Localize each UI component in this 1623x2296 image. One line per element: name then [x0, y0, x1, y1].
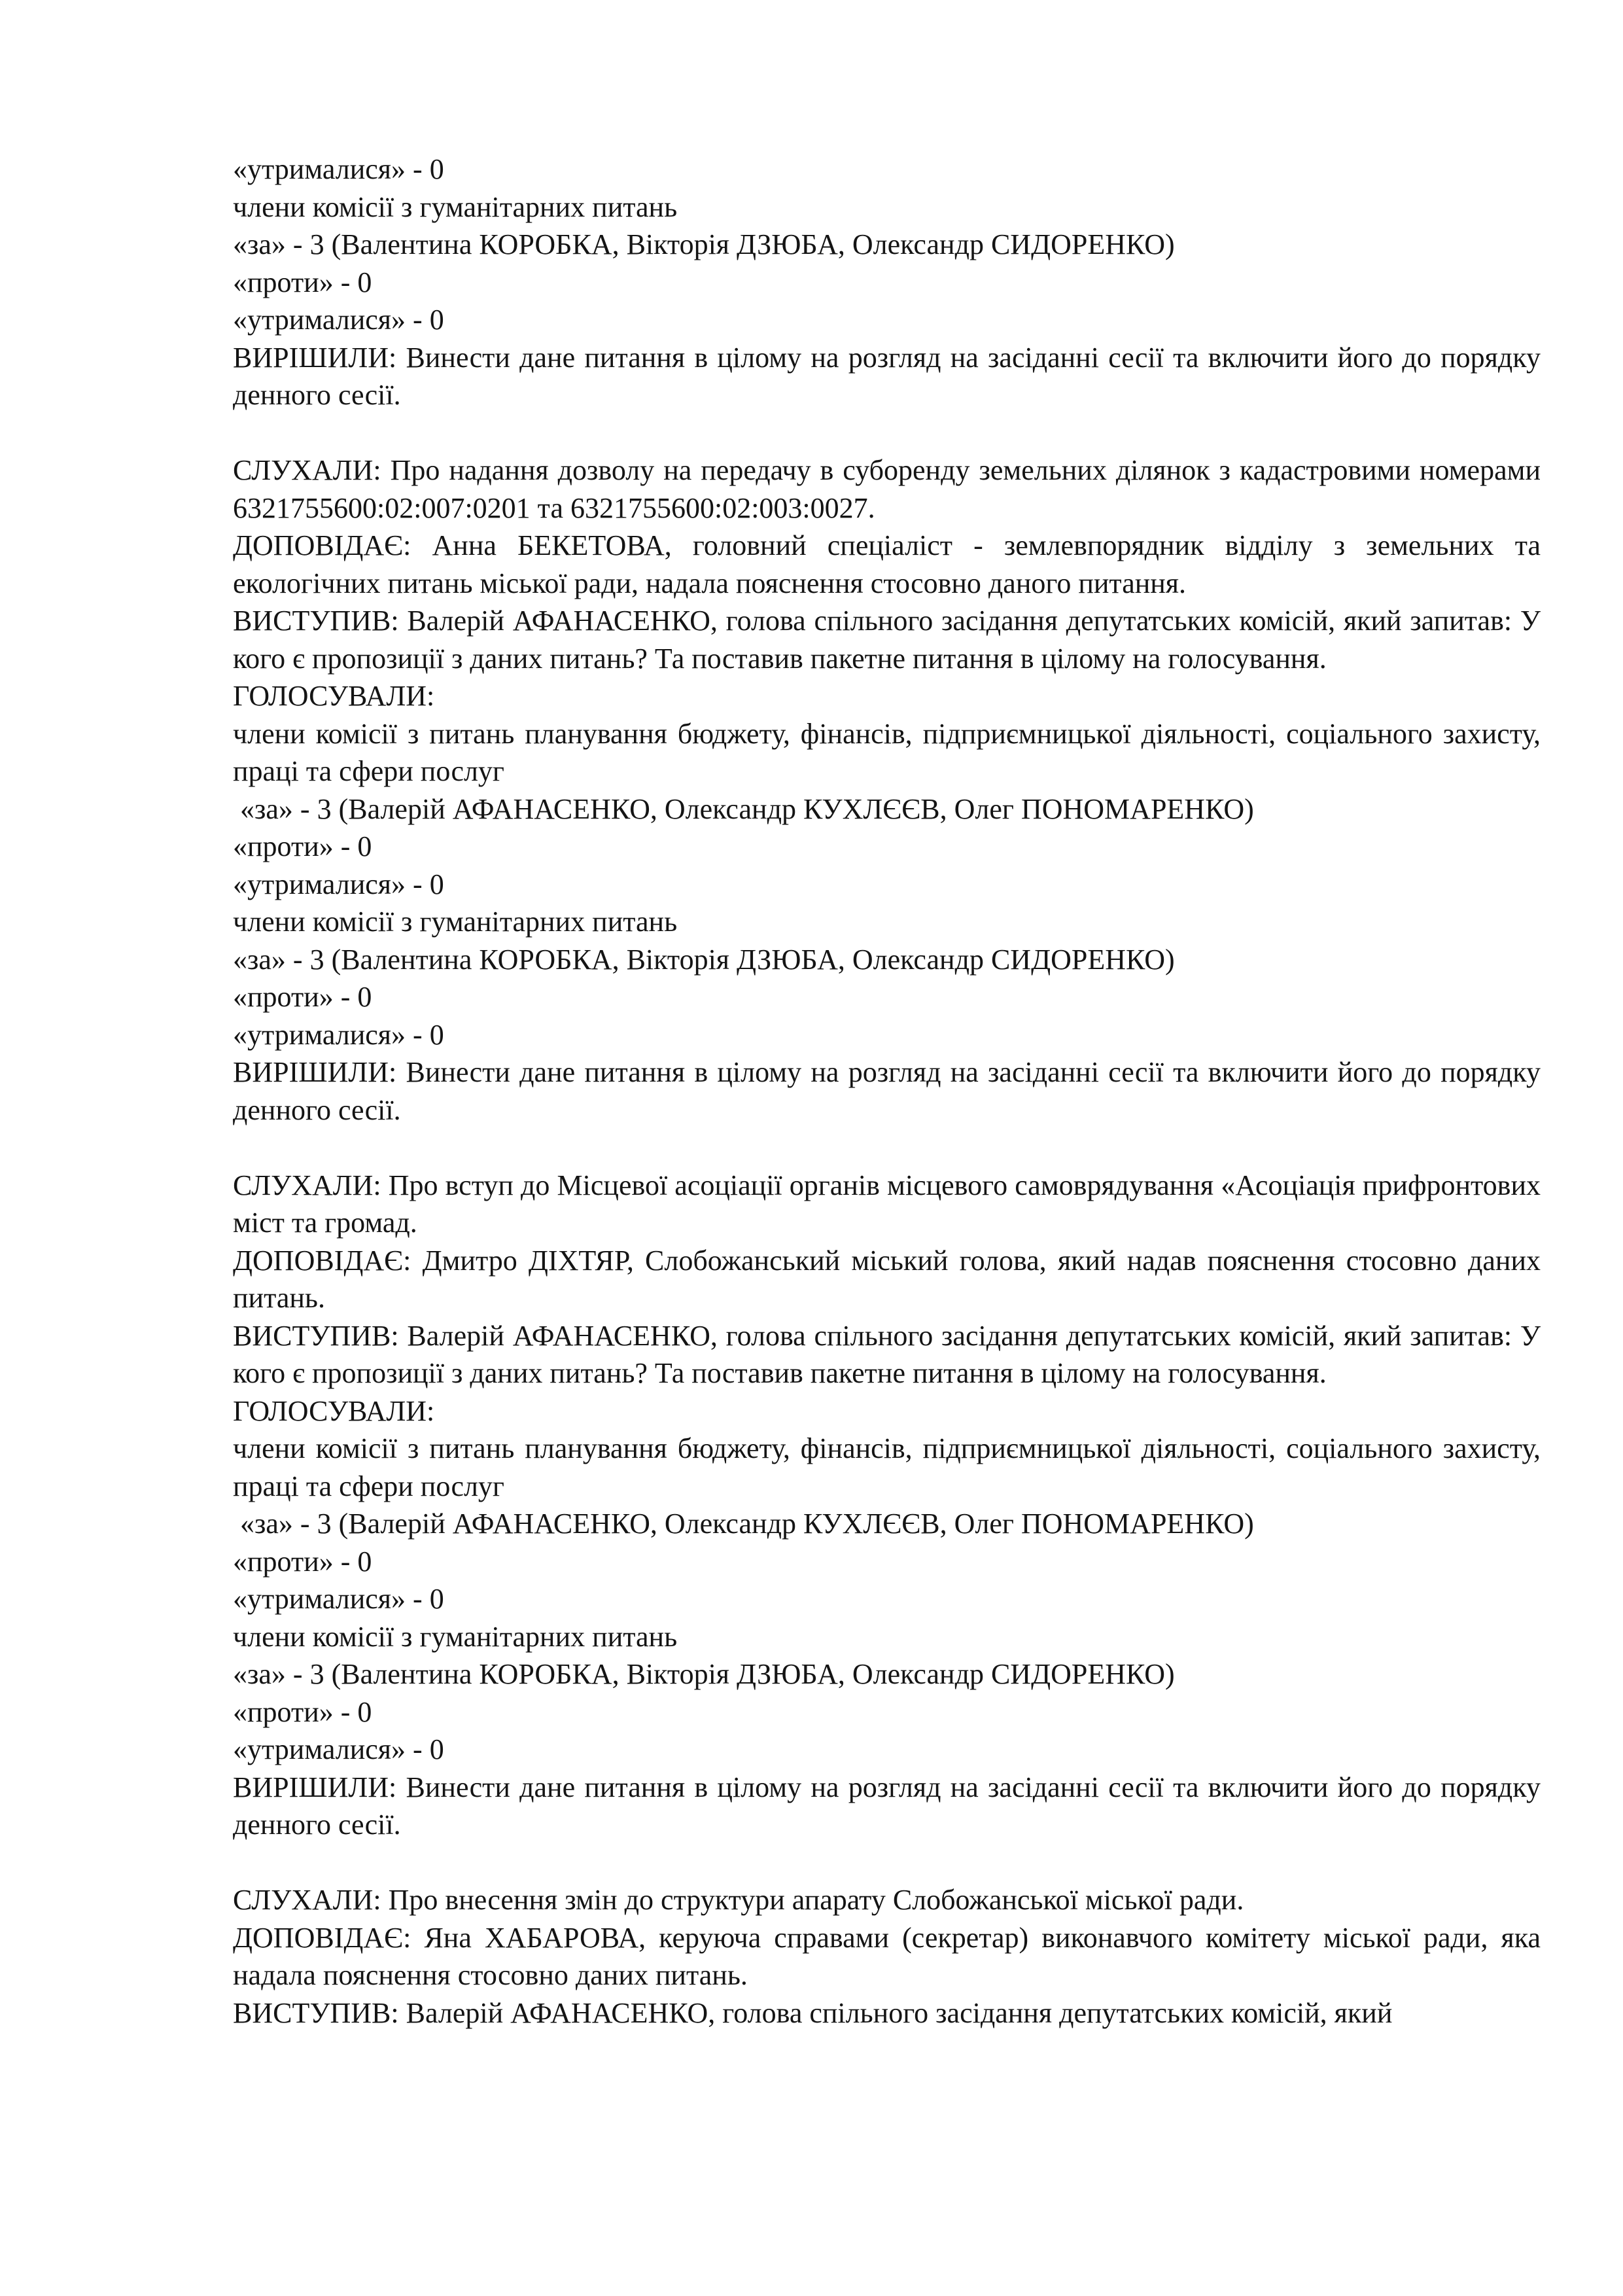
for-line: «за» - 3 (Валерій АФАНАСЕНКО, Олександр КУХЛЄЄВ, Олег ПОНОМАРЕНКО) [233, 1508, 1254, 1540]
reporter-paragraph: ДОПОВІДАЄ: Анна БЕКЕТОВА, головний спеціаліст - землевпорядник відділу з земельних та екологічних питань міської ради, надала пояснення стосовно даного питання. [233, 529, 1541, 599]
abstain-line: «утрималися» - 0 [233, 304, 444, 336]
for-line: «за» - 3 (Валентина КОРОБКА, Вікторія ДЗЮБА, Олександр СИДОРЕНКО) [233, 228, 1175, 260]
against-line: «проти» - 0 [233, 1545, 372, 1578]
document-page [233, 150, 1541, 2032]
reporter-paragraph: ДОПОВІДАЄ: Дмитро ДІХТЯР, Слобожанський міський голова, який надав пояснення стосовно даних питань. [233, 1244, 1541, 1314]
speaker-paragraph: ВИСТУПИВ: Валерій АФАНАСЕНКО, голова спільного засідання депутатських комісій, який запитав: У кого є пропозиції з даних питань? Та поставив пакетне питання в цілому на голосування. [233, 605, 1541, 675]
against-line: «проти» - 0 [233, 1695, 372, 1728]
speaker-paragraph: ВИСТУПИВ: Валерій АФАНАСЕНКО, голова спільного засідання депутатських комісій, який [233, 1996, 1393, 2029]
reporter-paragraph: ДОПОВІДАЄ: Яна ХАБАРОВА, керуюча справами (секретар) виконавчого комітету міської ради, яка надала пояснення стосовно даних питань. [233, 1921, 1541, 1991]
agenda-item [233, 1881, 1541, 2032]
abstain-line: «утрималися» - 0 [233, 1733, 444, 1765]
abstain-line: «утрималися» - 0 [233, 868, 444, 900]
agenda-item [233, 1167, 1541, 1844]
abstain-line: «утрималися» - 0 [233, 1583, 444, 1615]
committee-label: члени комісії з питань планування бюджету, фінансів, підприємницької діяльності, соціального захисту, праці та сфери послуг [233, 717, 1541, 787]
decision-paragraph: ВИРІШИЛИ: Винести дане питання в цілому на розгляд на засіданні сесії та включити його до порядку денного сесії. [233, 341, 1541, 411]
heard-paragraph: СЛУХАЛИ: Про надання дозволу на передачу в суборенду земельних ділянок з кадастровими номерами 6321755600:02:007:0201 та 6321755600:02:003:0027. [233, 454, 1541, 524]
decision-paragraph: ВИРІШИЛИ: Винести дане питання в цілому на розгляд на засіданні сесії та включити його до порядку денного сесії. [233, 1056, 1541, 1126]
voted-label: ГОЛОСУВАЛИ: [233, 1394, 435, 1427]
for-line: «за» - 3 (Валентина КОРОБКА, Вікторія ДЗЮБА, Олександр СИДОРЕНКО) [233, 1658, 1175, 1690]
committee-label: члени комісії з гуманітарних питань [233, 190, 678, 223]
abstain-line: «утрималися» - 0 [233, 1018, 444, 1051]
decision-paragraph: ВИРІШИЛИ: Винести дане питання в цілому на розгляд на засіданні сесії та включити його до порядку денного сесії. [233, 1771, 1541, 1841]
paragraph-gap [233, 1129, 1541, 1167]
committee-label: члени комісії з питань планування бюджету, фінансів, підприємницької діяльності, соціального захисту, праці та сфери послуг [233, 1432, 1541, 1502]
voted-label: ГОЛОСУВАЛИ: [233, 680, 435, 712]
paragraph-gap [233, 1844, 1541, 1882]
for-line: «за» - 3 (Валентина КОРОБКА, Вікторія ДЗЮБА, Олександр СИДОРЕНКО) [233, 943, 1175, 976]
vote-continuation [233, 150, 1541, 414]
for-line: «за» - 3 (Валерій АФАНАСЕНКО, Олександр КУХЛЄЄВ, Олег ПОНОМАРЕНКО) [233, 792, 1254, 825]
paragraph-gap [233, 414, 1541, 452]
against-line: «проти» - 0 [233, 981, 372, 1013]
against-line: «проти» - 0 [233, 830, 372, 862]
committee-label: члени комісії з гуманітарних питань [233, 1620, 678, 1653]
committee-label: члени комісії з гуманітарних питань [233, 906, 678, 938]
agenda-item [233, 451, 1541, 1129]
speaker-paragraph: ВИСТУПИВ: Валерій АФАНАСЕНКО, голова спільного засідання депутатських комісій, який запитав: У кого є пропозиції з даних питань? Та поставив пакетне питання в цілому на голосування. [233, 1319, 1541, 1389]
against-line: «проти» - 0 [233, 266, 372, 298]
heard-paragraph: СЛУХАЛИ: Про внесення змін до структури апарату Слобожанської міської ради. [233, 1884, 1244, 1916]
abstain-line: «утрималися» - 0 [233, 153, 444, 185]
heard-paragraph: СЛУХАЛИ: Про вступ до Місцевої асоціації органів місцевого самоврядування «Асоціація прифронтових міст та громад. [233, 1169, 1541, 1239]
